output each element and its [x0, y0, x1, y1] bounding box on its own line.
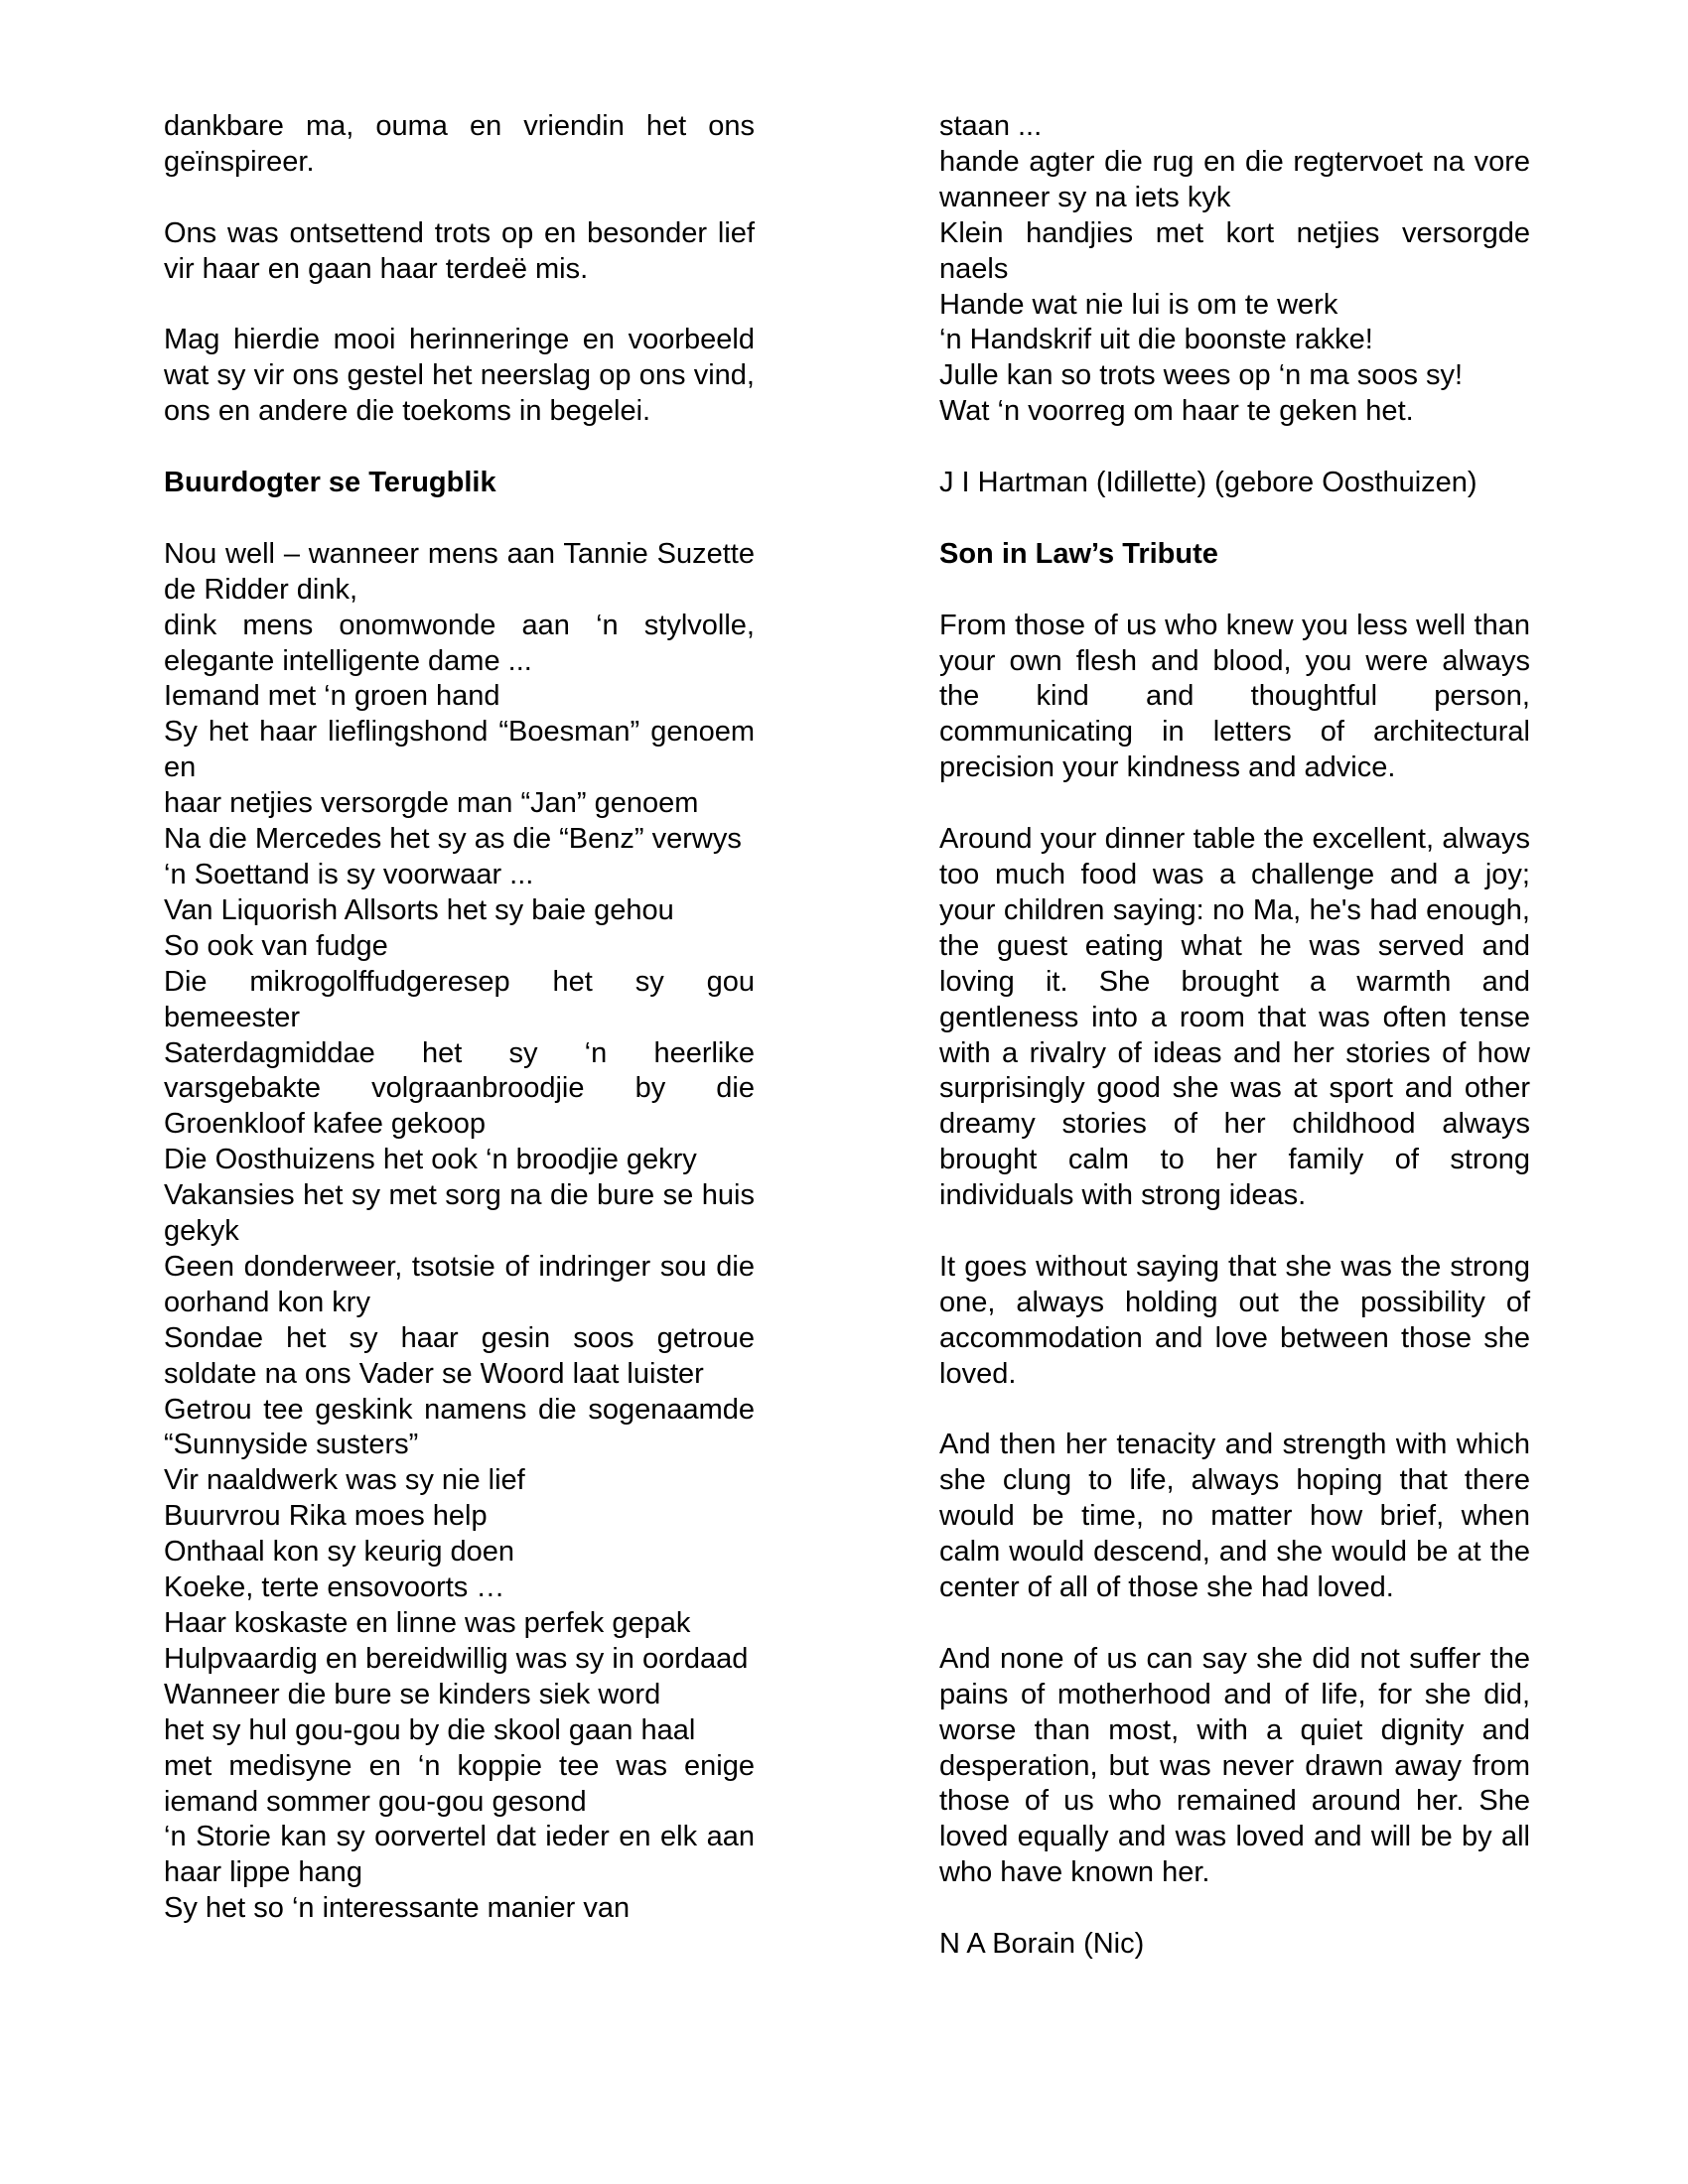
poem-line: Haar koskaste en linne was perfek gepak	[164, 1607, 691, 1639]
poem-line: Saterdagmiddae het sy ‘n heerlike varsgebakte volgraanbroodjie by die Groenkloof kafee gekoop	[164, 1036, 755, 1141]
poem-line: Nou well – wanneer mens aan Tannie Suzette de Ridder dink,	[164, 537, 755, 606]
tribute-paragraph: Around your dinner table the excellent, always too much food was a challenge and a joy; your children saying: no Ma, he's had enough, the guest eating what he was served and loving it. She brought a warmth and gentleness into a room that was often tense with a rivalry of ideas and her stories of how surprisingly good she was at sport and other dreamy stories of her childhood always brought calm to her family of strong individuals with strong ideas.	[939, 823, 1530, 1212]
poem-line: Wat ‘n voorreg om haar te geken het.	[939, 395, 1414, 428]
left-column	[164, 109, 755, 1963]
poem-line: Die mikrogolffudgeresep het sy gou bemeester	[164, 965, 755, 1033]
tribute-paragraph: And none of us can say she did not suffer the pains of motherhood and of life, for she did, worse than most, with a quiet dignity and desperation, but was never drawn away from those of us who remained around her. She loved equally and was loved and will be by all who have known her.	[939, 1642, 1530, 1889]
poem-line: Hande wat nie lui is om te werk	[939, 288, 1338, 321]
poem-line: ‘n Soettand is sy voorwaar ...	[164, 858, 534, 890]
tribute-paragraph: And then her tenacity and strength with which she clung to life, always hoping that there would be time, no matter how brief, when calm would descend, and she would be at the center of all of those she had loved.	[939, 1429, 1530, 1604]
poem-line: Julle kan so trots wees op ‘n ma soos sy!	[939, 359, 1464, 392]
poem-line: met medisyne en ‘n koppie tee was enige iemand sommer gou-gou gesond	[164, 1749, 755, 1818]
poem-continuation	[939, 109, 1530, 430]
poem-line: Sy het so ‘n interessante manier van	[164, 1892, 631, 1925]
poem-signature: J I Hartman (Idillette) (gebore Oosthuizen)	[939, 467, 1477, 499]
poem-line: Na die Mercedes het sy as die “Benz” verwys	[164, 823, 742, 856]
poem-line: hande agter die rug en die regtervoet na vore wanneer sy na iets kyk	[939, 145, 1530, 213]
poem-line: Wanneer die bure se kinders siek word	[164, 1678, 661, 1710]
tribute-paragraph: It goes without saying that she was the strong one, always holding out the possibility of accommodation and love between those she loved.	[939, 1250, 1530, 1390]
right-column	[939, 109, 1530, 1998]
poem-line: Buurvrou Rika moes help	[164, 1500, 488, 1533]
poem-line: Sy het haar lieflingshond “Boesman” genoem en	[164, 716, 755, 784]
poem-line: Vakansies het sy met sorg na die bure se huis gekyk	[164, 1179, 755, 1248]
poem-line: Vir naaldwerk was sy nie lief	[164, 1464, 525, 1497]
poem-line: Koeke, terte ensovoorts …	[164, 1571, 505, 1604]
poem-line: So ook van fudge	[164, 929, 388, 962]
intro-paragraph: Ons was ontsettend trots op en besonder lief vir haar en gaan haar terdeë mis.	[164, 216, 755, 285]
poem-line: Hulpvaardig en bereidwillig was sy in oordaad	[164, 1642, 749, 1675]
poem-line: dink mens onomwonde aan ‘n stylvolle, elegante intelligente dame ...	[164, 609, 755, 677]
section-heading-buurdogter: Buurdogter se Terugblik	[164, 467, 496, 499]
poem-block	[164, 537, 755, 1927]
poem-line: Klein handjies met kort netjies versorgde naels	[939, 216, 1530, 285]
poem-line: staan ...	[939, 110, 1043, 142]
poem-line: ‘n Storie kan sy oorvertel dat ieder en elk aan haar lippe hang	[164, 1821, 755, 1889]
poem-line: Die Oosthuizens het ook ‘n broodjie gekry	[164, 1144, 697, 1176]
poem-line: Sondae het sy haar gesin soos getroue soldate na ons Vader se Woord laat luister	[164, 1321, 755, 1390]
poem-line: Getrou tee geskink namens die sogenaamde “Sunnyside susters”	[164, 1393, 755, 1461]
poem-line: haar netjies versorgde man “Jan” genoem	[164, 787, 699, 820]
tribute-paragraph: From those of us who knew you less well than your own flesh and blood, you were always the kind and thoughtful person, communicating in letters of architectural precision your kindness and advice.	[939, 609, 1530, 784]
poem-line: Iemand met ‘n groen hand	[164, 680, 500, 713]
intro-paragraph: dankbare ma, ouma en vriendin het ons geïnspireer.	[164, 110, 755, 178]
poem-line: Onthaal kon sy keurig doen	[164, 1536, 515, 1569]
poem-line: het sy hul gou-gou by die skool gaan haal	[164, 1713, 696, 1746]
poem-line: Geen donderweer, tsotsie of indringer sou die oorhand kon kry	[164, 1250, 755, 1318]
tribute-signature: N A Borain (Nic)	[939, 1928, 1145, 1961]
section-heading-son-in-law: Son in Law’s Tribute	[939, 537, 1218, 570]
poem-line: ‘n Handskrif uit die boonste rakke!	[939, 324, 1373, 356]
poem-line: Van Liquorish Allsorts het sy baie gehou	[164, 893, 674, 926]
intro-paragraph: Mag hierdie mooi herinneringe en voorbeeld wat sy vir ons gestel het neerslag op ons vind, ons en andere die toekoms in begelei.	[164, 324, 755, 428]
